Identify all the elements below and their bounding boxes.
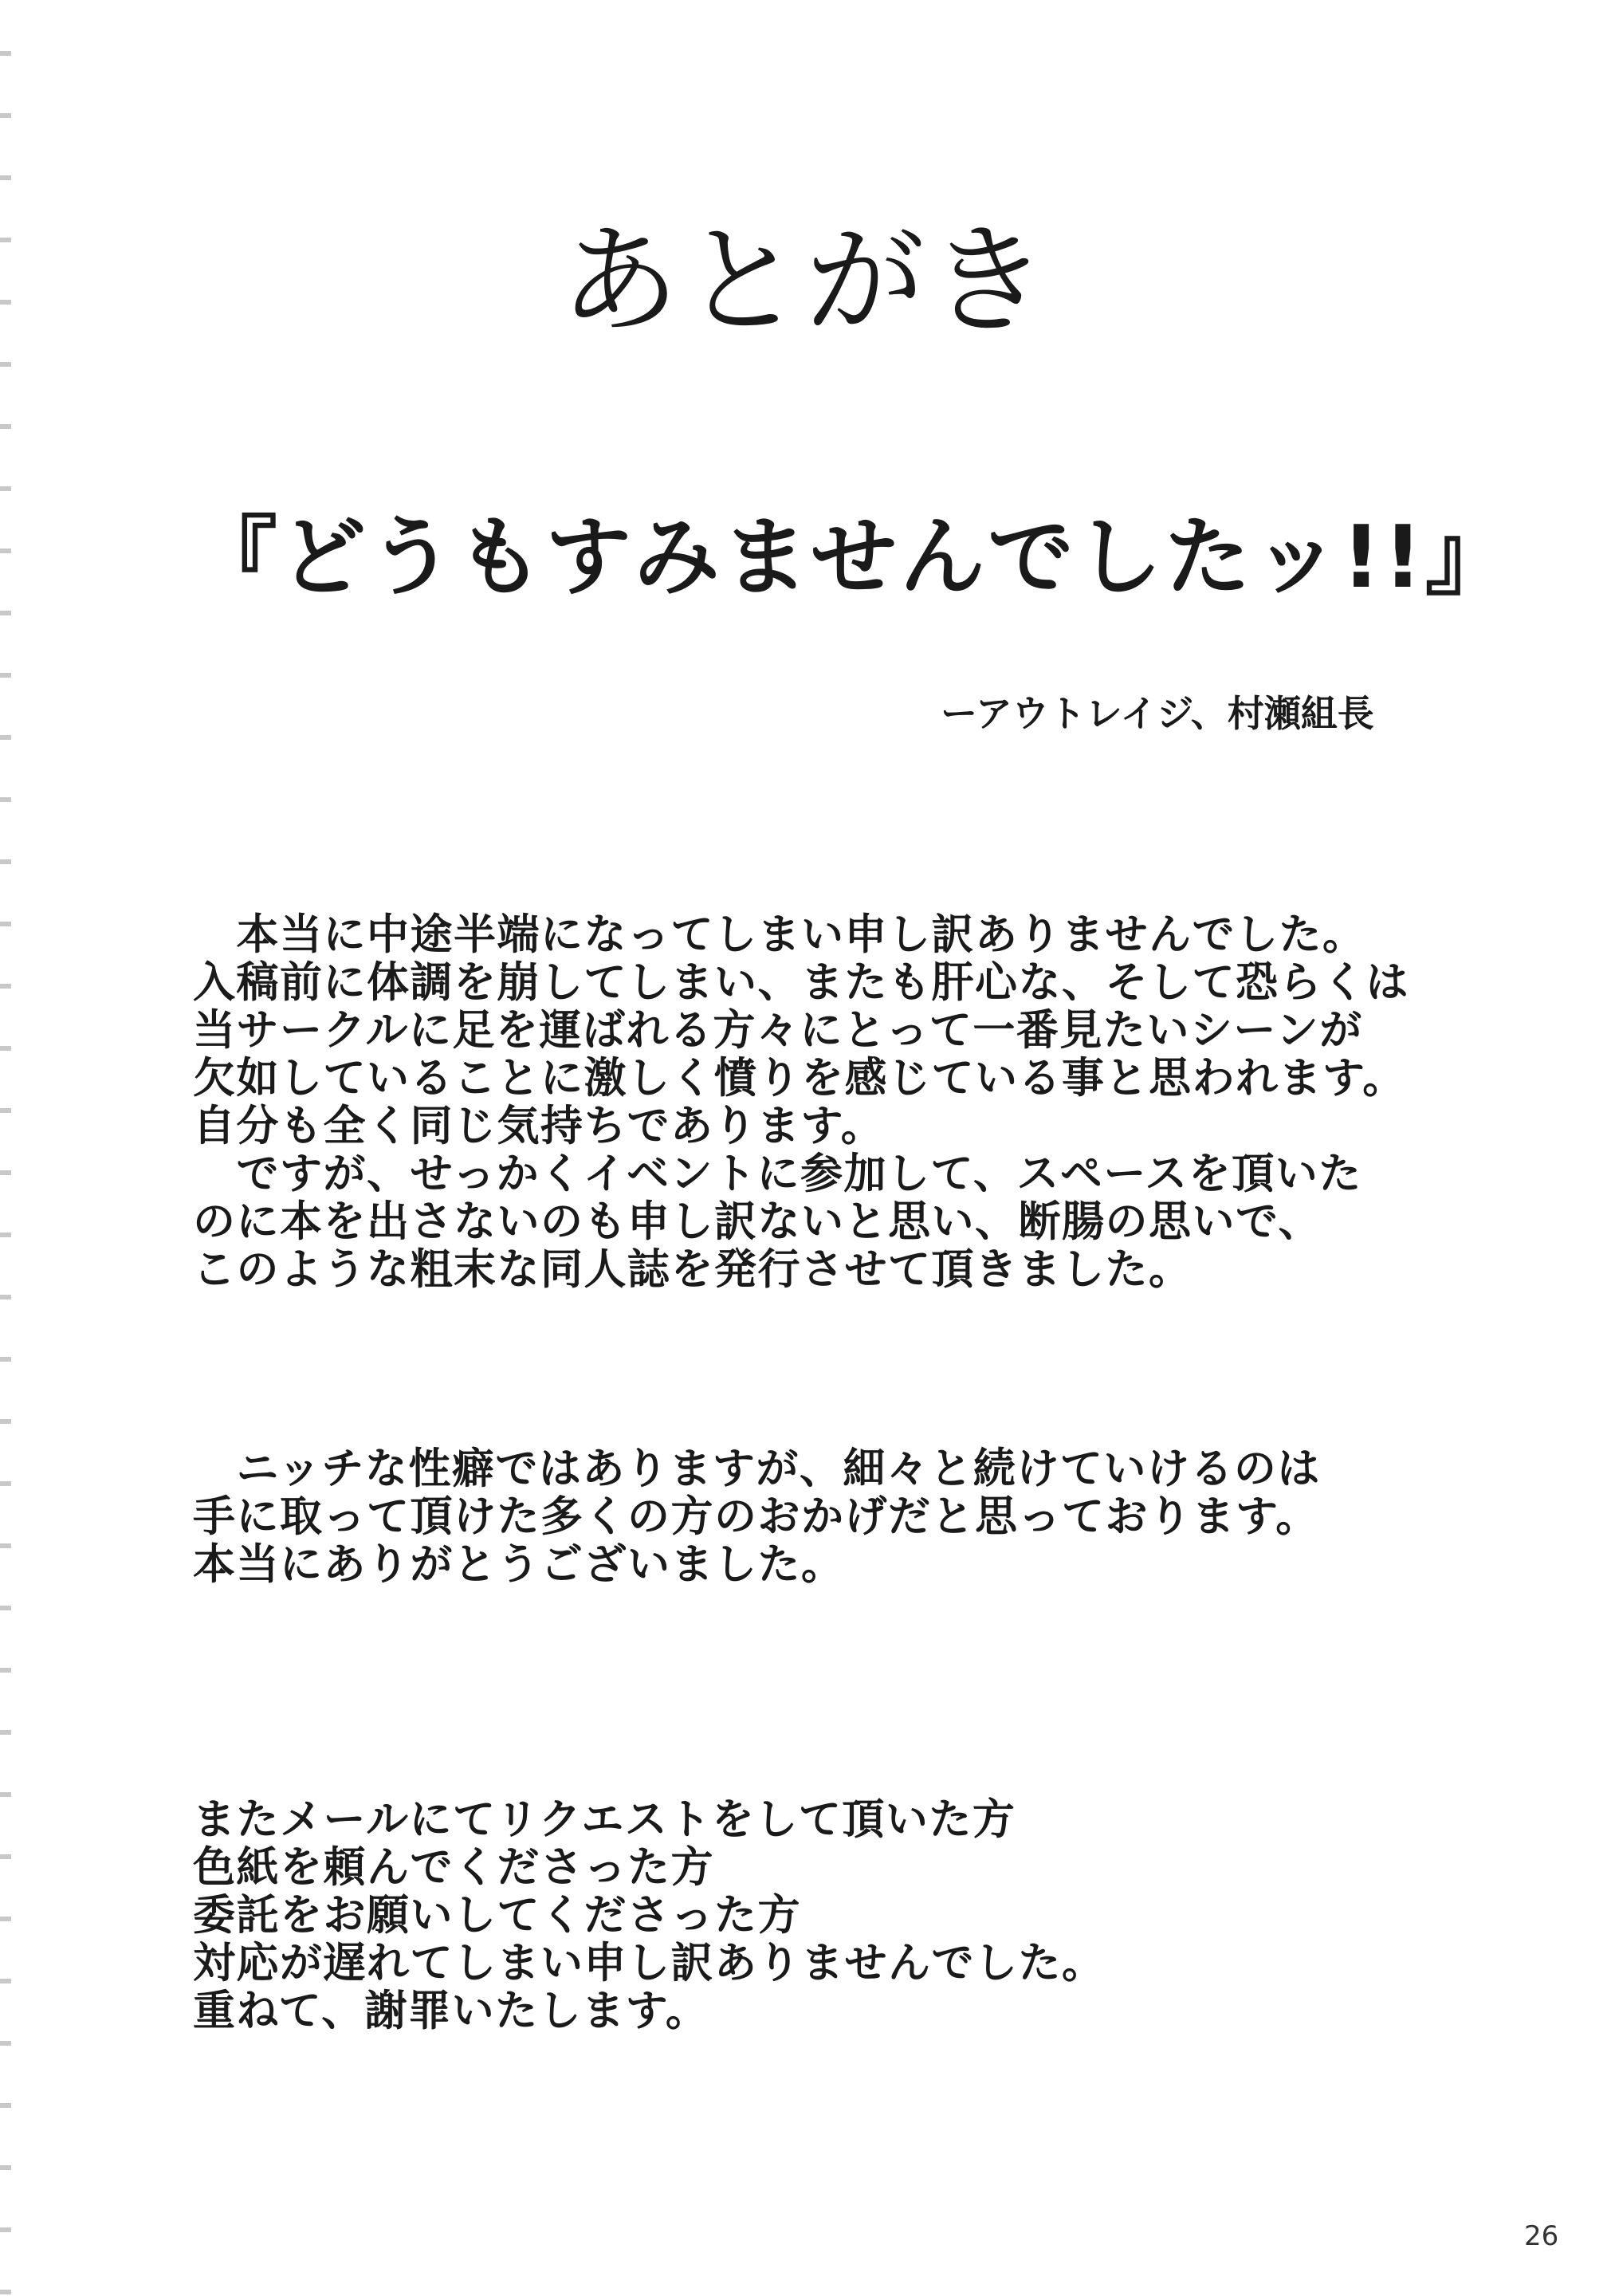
- paragraph-thanks: [193, 1445, 1321, 1589]
- text-line: 当サークルに足を運ばれる方々にとって一番見たいシーンが: [193, 1006, 1363, 1055]
- epigraph-attribution: ーアウトレイジ、村瀬組長: [941, 692, 1374, 735]
- text-line: ニッチな性癖ではありますが、細々と続けていけるのは: [193, 1445, 1321, 1493]
- text-line: 入稿前に体調を崩してしまい、またも肝心な、そして恐らくは: [193, 958, 1409, 1007]
- page-number: 26: [1524, 2220, 1559, 2252]
- epigraph-quote: 『どうもすみませんでしたッ!!』: [191, 508, 1514, 607]
- page-title: あとがき: [560, 212, 1051, 351]
- text-line: このような粗末な同人誌を発行させて頂きました。: [193, 1245, 1193, 1294]
- text-line: 欠如していることに激しく憤りを感じている事と思われます。: [193, 1054, 1406, 1103]
- text-line: のに本を出さないのも申し訳ないと思い、断腸の思いで、: [193, 1197, 1322, 1246]
- text-line: 対応が遅れてしまい申し訳ありませんでした。: [193, 1939, 1106, 1987]
- text-line: 委託をお願いしてくださった方: [193, 1891, 801, 1940]
- text-line: またメールにてリクエストをして頂いた方: [193, 1795, 1016, 1844]
- text-line: 色紙を頼んでくださった方: [193, 1843, 714, 1892]
- text-line: 重ねて、謝罪いたします。: [193, 1987, 709, 2035]
- text-line: ですが、せっかくイベントに参加して、スペースを頂いた: [193, 1150, 1362, 1198]
- text-line: 自分も全く同じ気持ちであります。: [193, 1102, 885, 1150]
- paragraph-apology: [193, 911, 1409, 1294]
- paragraph-requests: [193, 1796, 1106, 2035]
- text-line: 本当に中途半端になってしまい申し訳ありませんでした。: [193, 910, 1366, 959]
- text-line: 本当にありがとうございました。: [193, 1540, 845, 1589]
- text-line: 手に取って頂けた多くの方のおかげだと思っております。: [193, 1492, 1319, 1541]
